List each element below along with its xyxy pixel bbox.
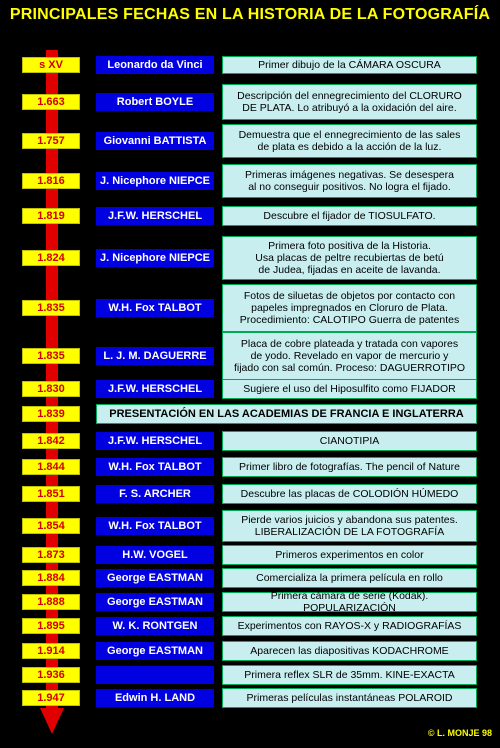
person-name: George EASTMAN xyxy=(96,642,214,660)
person-name: L. J. M. DAGUERRE xyxy=(96,347,214,365)
year-label: 1.835 xyxy=(22,300,80,316)
person-name: W.H. Fox TALBOT xyxy=(96,517,214,535)
year-label: 1.854 xyxy=(22,518,80,534)
year-label: 1.851 xyxy=(22,486,80,502)
year-label: 1.663 xyxy=(22,94,80,110)
year-label: 1.842 xyxy=(22,433,80,449)
person-name: Giovanni BATTISTA xyxy=(96,132,214,150)
event-description: Descubre las placas de COLODIÓN HÚMEDO xyxy=(222,484,477,504)
person-name: Edwin H. LAND xyxy=(96,689,214,707)
timeline-arrow-icon xyxy=(40,708,64,734)
year-label: 1.936 xyxy=(22,667,80,683)
event-description: Comercializa la primera película en rollo xyxy=(222,568,477,588)
year-label: 1.888 xyxy=(22,594,80,610)
timeline-row xyxy=(0,284,500,332)
person-name: W.H. Fox TALBOT xyxy=(96,299,214,317)
event-description: Placa de cobre plateada y tratada con vapores de yodo. Revelado en vapor de mercurio y fijado con sal común. Proceso: DAGUERROTIPO xyxy=(222,332,477,380)
event-description: Sugiere el uso del Hiposulfito como FIJADOR xyxy=(222,379,477,399)
timeline-row xyxy=(0,379,500,399)
timeline-row xyxy=(0,206,500,226)
person-name: H.W. VOGEL xyxy=(96,546,214,564)
year-label: 1.884 xyxy=(22,570,80,586)
event-banner: PRESENTACIÓN EN LAS ACADEMIAS DE FRANCIA E INGLATERRA xyxy=(96,404,477,424)
timeline-row xyxy=(0,332,500,380)
event-description: Pierde varios juicios y abandona sus patentes. LIBERALIZACIÓN DE LA FOTOGRAFÍA xyxy=(222,510,477,542)
timeline-row xyxy=(0,431,500,451)
event-description: Primer dibujo de la CÁMARA OSCURA xyxy=(222,56,477,74)
year-label: 1.914 xyxy=(22,643,80,659)
year-label: 1.895 xyxy=(22,618,80,634)
event-description: Primera foto positiva de la Historia. Usa placas de peltre recubiertas de betú de Judea, fijadas en aceite de lavanda. xyxy=(222,236,477,280)
year-label: 1.839 xyxy=(22,406,80,422)
timeline-row xyxy=(0,545,500,565)
event-description: Experimentos con RAYOS-X y RADIOGRAFÍAS xyxy=(222,616,477,636)
year-label: 1.830 xyxy=(22,381,80,397)
person-name: W. K. RONTGEN xyxy=(96,617,214,635)
event-description: Demuestra que el ennegrecimiento de las sales de plata es debido a la acción de la luz. xyxy=(222,124,477,158)
event-description: Primeros experimentos en color xyxy=(222,545,477,565)
timeline-row xyxy=(0,56,500,74)
timeline-row xyxy=(0,568,500,588)
year-label: 1.816 xyxy=(22,173,80,189)
person-name: Robert BOYLE xyxy=(96,93,214,111)
year-label: 1.824 xyxy=(22,250,80,266)
timeline-row xyxy=(0,592,500,612)
year-label: 1.873 xyxy=(22,547,80,563)
timeline-row xyxy=(0,84,500,120)
timeline-row xyxy=(0,510,500,542)
person-name: George EASTMAN xyxy=(96,569,214,587)
timeline-row xyxy=(0,688,500,708)
event-description: Primeras imágenes negativas. Se desespera al no conseguir positivos. No logra el fijado. xyxy=(222,164,477,198)
person-name: J. Nicephore NIEPCE xyxy=(96,249,214,267)
page-title: PRINCIPALES FECHAS EN LA HISTORIA DE LA FOTOGRAFÍA xyxy=(9,6,491,23)
person-name: F. S. ARCHER xyxy=(96,485,214,503)
credit-text: © L. MONJE 98 xyxy=(427,728,492,738)
person-name: J.F.W. HERSCHEL xyxy=(96,207,214,225)
timeline-row xyxy=(0,236,500,280)
event-description: Aparecen las diapositivas KODACHROME xyxy=(222,641,477,661)
person-name: J.F.W. HERSCHEL xyxy=(96,432,214,450)
event-description: Primeras películas instantáneas POLAROID xyxy=(222,688,477,708)
event-description: Descripción del ennegrecimiento del CLORURO DE PLATA. Lo atribuyó a la oxidación del aire. xyxy=(222,84,477,120)
timeline-row xyxy=(0,404,500,424)
timeline-row xyxy=(0,665,500,685)
event-description: Fotos de siluetas de objetos por contacto con papeles impregnados en Cloruro de Plata. Procedimiento: CALOTIPO Guerra de patentes xyxy=(222,284,477,332)
person-name: Leonardo da Vinci xyxy=(96,56,214,74)
year-label: 1.819 xyxy=(22,208,80,224)
timeline-row xyxy=(0,164,500,198)
year-label: 1.835 xyxy=(22,348,80,364)
timeline-row xyxy=(0,457,500,477)
year-label: 1.757 xyxy=(22,133,80,149)
person-name: George EASTMAN xyxy=(96,593,214,611)
event-description: Primer libro de fotografías. The pencil of Nature xyxy=(222,457,477,477)
person-name: J. Nicephore NIEPCE xyxy=(96,172,214,190)
event-description: Primera cámara de serie (Kodak). POPULARIZACIÓN xyxy=(222,592,477,612)
event-description: CIANOTIPIA xyxy=(222,431,477,451)
year-label: 1.947 xyxy=(22,690,80,706)
year-label: s XV xyxy=(22,57,80,73)
person-name: J.F.W. HERSCHEL xyxy=(96,380,214,398)
event-description: Descubre el fijador de TIOSULFATO. xyxy=(222,206,477,226)
timeline-row xyxy=(0,484,500,504)
year-label: 1.844 xyxy=(22,459,80,475)
person-name: W.H. Fox TALBOT xyxy=(96,458,214,476)
timeline-row xyxy=(0,641,500,661)
timeline-row xyxy=(0,124,500,158)
person-name xyxy=(96,666,214,684)
timeline-row xyxy=(0,616,500,636)
event-description: Primera reflex SLR de 35mm. KINE-EXACTA xyxy=(222,665,477,685)
